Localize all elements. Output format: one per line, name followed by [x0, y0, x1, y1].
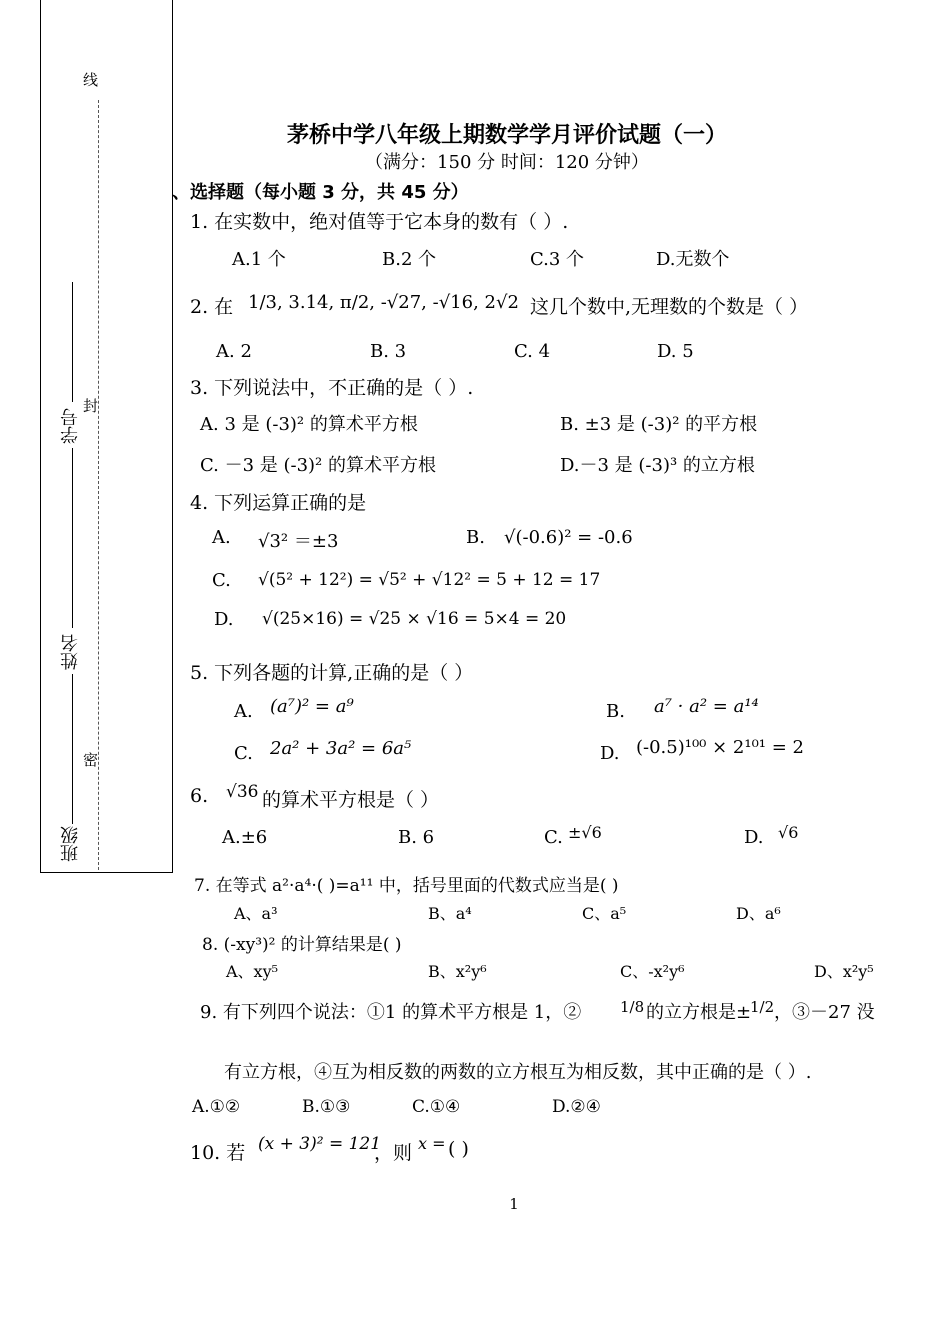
question-10-equation: (x + 3)² = 121: [258, 1134, 382, 1154]
q9-option-c[interactable]: C.①④: [412, 1097, 461, 1117]
q3-option-b[interactable]: B. ±3 是 (-3)² 的平方根: [560, 414, 758, 435]
question-4-stem: 4. 下列运算正确的是: [190, 492, 367, 514]
question-9-prefix: 9. 有下列四个说法：①1 的算术平方根是 1，②: [200, 1002, 582, 1023]
q2-option-b[interactable]: B. 3: [370, 341, 407, 362]
q1-option-a[interactable]: A.1 个: [232, 249, 286, 270]
q3-option-d[interactable]: D.－3 是 (-3)³ 的立方根: [560, 455, 755, 476]
student-id-label: 学号: [60, 408, 81, 444]
secret-mark: 密: [81, 752, 99, 767]
q8-option-a[interactable]: A、xy⁵: [226, 962, 279, 981]
q5-option-c-expr: 2a² + 3a² = 6a⁵: [270, 738, 412, 759]
q6-option-a[interactable]: A.±6: [222, 827, 268, 848]
q4-option-d-label[interactable]: D.: [214, 609, 234, 630]
q5-option-b-expr: a⁷ · a² = a¹⁴: [654, 696, 759, 717]
q6-option-d-expr: √6: [778, 823, 799, 842]
q4-option-b-expr: √(-0.6)² = -0.6: [504, 527, 633, 548]
seal-mark: 封: [81, 398, 99, 413]
q8-option-c[interactable]: C、-x²y⁶: [620, 962, 685, 981]
q8-option-d[interactable]: D、x²y⁵: [814, 962, 874, 981]
student-id-blank[interactable]: [72, 282, 73, 402]
q3-option-c[interactable]: C. －3 是 (-3)² 的算术平方根: [200, 455, 436, 476]
q7-option-c[interactable]: C、a⁵: [582, 904, 627, 923]
q4-option-d-expr: √(25×16) = √25 × √16 = 5×4 = 20: [262, 609, 567, 629]
question-2-prefix: 2. 在: [190, 296, 234, 318]
question-2-numbers: 1/3, 3.14, π/2, -√27, -√16, 2√2: [248, 292, 519, 313]
q1-option-c[interactable]: C.3 个: [530, 249, 585, 270]
q6-option-d-label[interactable]: D.: [744, 827, 764, 848]
q5-option-a-label[interactable]: A.: [234, 701, 253, 722]
question-10-suffix: ( ): [448, 1138, 469, 1160]
question-9-suffix: ，③－27 没: [774, 1002, 875, 1023]
q4-option-c-expr: √(5² + 12²) = √5² + √12² = 5 + 12 = 17: [258, 570, 601, 590]
q9-option-d[interactable]: D.②④: [552, 1097, 601, 1117]
q6-option-b[interactable]: B. 6: [398, 827, 435, 848]
q4-option-a-expr: √3² ＝±3: [258, 531, 339, 552]
q7-option-d[interactable]: D、a⁶: [736, 904, 781, 923]
question-6-suffix: 的算术平方根是（ ）: [262, 789, 440, 811]
name-label: 姓名: [60, 634, 81, 670]
q2-option-a[interactable]: A. 2: [216, 341, 252, 362]
q4-option-a-label[interactable]: A.: [212, 527, 231, 548]
question-9-fraction-2: 1/2: [750, 998, 775, 1016]
question-6-prefix: 6.: [190, 785, 209, 807]
q4-option-c-label[interactable]: C.: [212, 570, 231, 591]
q2-option-d[interactable]: D. 5: [657, 341, 694, 362]
question-8-stem: 8. (-xy³)² 的计算结果是( ): [202, 935, 402, 955]
q6-option-c-label[interactable]: C.: [544, 827, 563, 848]
q7-option-b[interactable]: B、a⁴: [428, 904, 472, 923]
question-9-fraction-1: 1/8: [620, 998, 645, 1016]
line-mark: 线: [81, 72, 99, 87]
question-10-mid: ，则: [374, 1142, 413, 1164]
q2-option-c[interactable]: C. 4: [514, 341, 551, 362]
q9-option-b[interactable]: B.①③: [302, 1097, 351, 1117]
page-subtitle: （满分：150 分 时间：120 分钟）: [365, 152, 649, 173]
q5-option-a-expr: (a⁷)² = a⁹: [270, 696, 354, 717]
q5-option-d-label[interactable]: D.: [600, 743, 620, 764]
question-1-stem: 1. 在实数中，绝对值等于它本身的数有（ ）.: [190, 211, 569, 233]
q1-option-b[interactable]: B.2 个: [382, 249, 437, 270]
q6-option-c-expr: ±√6: [568, 823, 602, 842]
q3-option-a[interactable]: A. 3 是 (-3)² 的算术平方根: [200, 414, 418, 435]
question-10-prefix: 10. 若: [190, 1142, 246, 1164]
page-title: 茅桥中学八年级上期数学学月评价试题（一）: [286, 123, 727, 148]
class-blank[interactable]: [72, 674, 73, 824]
q5-option-d-expr: (-0.5)¹⁰⁰ × 2¹⁰¹ = 2: [636, 737, 805, 758]
question-3-stem: 3. 下列说法中，不正确的是（ ）.: [190, 377, 474, 399]
question-5-stem: 5. 下列各题的计算,正确的是（ ）: [190, 662, 474, 684]
question-9-mid: 的立方根是±: [646, 1002, 752, 1023]
name-blank[interactable]: [72, 448, 73, 628]
q9-option-a[interactable]: A.①②: [192, 1097, 241, 1117]
q5-option-b-label[interactable]: B.: [606, 701, 625, 722]
q8-option-b[interactable]: B、x²y⁶: [428, 962, 487, 981]
q7-option-a[interactable]: A、a³: [234, 904, 278, 923]
question-7-stem: 7. 在等式 a²·a⁴·( )=a¹¹ 中，括号里面的代数式应当是( ): [194, 876, 619, 896]
class-label: 班级: [60, 826, 81, 862]
section-heading: 、选择题（每小题 3 分，共 45 分）: [172, 182, 469, 203]
q4-option-b-label[interactable]: B.: [466, 527, 485, 548]
q5-option-c-label[interactable]: C.: [234, 743, 253, 764]
q1-option-d[interactable]: D.无数个: [656, 249, 730, 270]
page-number: 1: [509, 1195, 519, 1213]
question-2-suffix: 这几个数中,无理数的个数是（ ）: [530, 296, 809, 318]
question-10-variable: x =: [418, 1134, 446, 1153]
question-9-line-2: 有立方根，④互为相反数的两数的立方根互为相反数，其中正确的是（ ）.: [224, 1062, 812, 1083]
question-6-radical: √36: [226, 782, 259, 802]
